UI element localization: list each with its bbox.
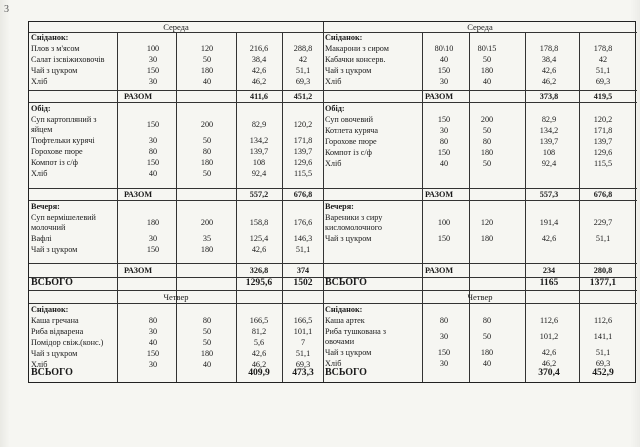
grand-total-value: 370,4 xyxy=(538,367,560,378)
dish-name: Чай з цукром xyxy=(325,234,372,243)
kcal-large: 51,1 xyxy=(295,245,311,254)
portion-large: 180 xyxy=(480,148,494,157)
portion-small: 30 xyxy=(148,77,158,86)
portion-large: 50 xyxy=(202,169,212,178)
portion-large: 50 xyxy=(482,55,492,64)
kcal-small: 42,6 xyxy=(541,348,557,357)
grand-total-label: ВСЬОГО xyxy=(325,367,367,378)
grand-total-label: ВСЬОГО xyxy=(325,277,367,288)
subtotal-value: 451,2 xyxy=(293,92,313,101)
dish-name: Вареники з сиру кисломолочного xyxy=(325,213,383,232)
portion-small: 40 xyxy=(439,55,449,64)
dish-name: Помідор свіж.(конс.) xyxy=(31,338,104,347)
portion-small: 40 xyxy=(148,338,158,347)
kcal-small: 139,7 xyxy=(249,147,269,156)
kcal-small: 108 xyxy=(542,148,556,157)
subtotal-value: 326,8 xyxy=(249,266,269,275)
portion-small: 180 xyxy=(146,218,160,227)
menu-row xyxy=(29,327,323,337)
portion-large: 50 xyxy=(202,136,212,145)
portion-large: 80 xyxy=(482,137,492,146)
kcal-large: 42 xyxy=(298,55,308,64)
kcal-small: 82,9 xyxy=(541,115,557,124)
dish-name: Кабачки консерв. xyxy=(325,55,386,64)
portion-small: 30 xyxy=(148,55,158,64)
subtotal-value: 676,8 xyxy=(593,190,613,199)
kcal-large: 176,6 xyxy=(293,218,313,227)
portion-small: 150 xyxy=(146,245,160,254)
portion-large: 80 xyxy=(482,316,492,325)
subtotal-value: 419,5 xyxy=(593,92,613,101)
breakfast-label: Сніданок: xyxy=(31,33,69,42)
subtotal-value: 557,2 xyxy=(249,190,269,199)
kcal-large: 166,5 xyxy=(293,316,313,325)
kcal-large: 178,8 xyxy=(593,44,613,53)
kcal-small: 139,7 xyxy=(539,137,559,146)
kcal-small: 46,2 xyxy=(251,360,267,369)
portion-small: 80 xyxy=(439,137,449,146)
portion-small: 100 xyxy=(437,218,451,227)
kcal-large: 139,7 xyxy=(293,147,313,156)
portion-small: 30 xyxy=(148,234,158,243)
portion-small: 150 xyxy=(146,158,160,167)
lunch-label: Обід: xyxy=(325,104,345,113)
portion-large: 180 xyxy=(480,234,494,243)
kcal-large: 288,8 xyxy=(293,44,313,53)
dish-name: Риба відварена xyxy=(31,327,84,336)
portion-large: 80 xyxy=(202,316,212,325)
subtotal-value: 676,8 xyxy=(293,190,313,199)
dinner-label: Вечеря: xyxy=(325,202,354,211)
portion-small: 30 xyxy=(439,77,449,86)
portion-large: 80\15 xyxy=(477,44,497,53)
kcal-large: 120,2 xyxy=(293,120,313,129)
kcal-large: 129,6 xyxy=(293,158,313,167)
kcal-large: 115,5 xyxy=(293,169,313,178)
portion-large: 35 xyxy=(202,234,212,243)
menu-row xyxy=(29,316,323,326)
kcal-large: 7 xyxy=(300,338,306,347)
portion-large: 180 xyxy=(200,349,214,358)
portion-small: 150 xyxy=(437,348,451,357)
menu-row xyxy=(323,327,637,347)
grand-total-value: 473,3 xyxy=(292,367,314,378)
portion-small: 30 xyxy=(148,136,158,145)
dish-name: Котлета куряча xyxy=(325,126,379,135)
dish-name: Компот із с/ф xyxy=(325,148,372,157)
grand-total-value: 1377,1 xyxy=(589,277,617,288)
kcal-large: 120,2 xyxy=(593,115,613,124)
kcal-small: 166,5 xyxy=(249,316,269,325)
subtotal-label: РАЗОМ xyxy=(124,190,153,199)
portion-small: 30 xyxy=(439,332,449,341)
grand-total-value: 1295,6 xyxy=(245,277,273,288)
kcal-small: 38,4 xyxy=(541,55,557,64)
portion-small: 80 xyxy=(439,316,449,325)
kcal-large: 42 xyxy=(598,55,608,64)
kcal-small: 191,4 xyxy=(539,218,559,227)
portion-large: 120 xyxy=(200,44,214,53)
dish-name: Чай з цукром xyxy=(31,245,78,254)
kcal-large: 51,1 xyxy=(595,66,611,75)
grand-total-value: 1165 xyxy=(539,277,559,288)
kcal-small: 92,4 xyxy=(541,159,557,168)
thursday-left-panel xyxy=(29,22,323,382)
portion-large: 40 xyxy=(482,77,492,86)
dish-name: Суп вермішелевий молочний xyxy=(31,213,96,232)
kcal-small: 42,6 xyxy=(251,66,267,75)
portion-large: 180 xyxy=(480,348,494,357)
dish-name: Тюфтельки курячі xyxy=(31,136,95,145)
portion-large: 200 xyxy=(200,120,214,129)
kcal-large: 69,3 xyxy=(295,77,311,86)
portion-large: 180 xyxy=(480,66,494,75)
dish-name: Чай з цукром xyxy=(325,66,372,75)
dish-name: Хліб xyxy=(325,159,342,168)
portion-small: 80\10 xyxy=(434,44,454,53)
portion-large: 50 xyxy=(482,332,492,341)
portion-large: 40 xyxy=(202,360,212,369)
day-title-thursday: Четвер xyxy=(467,292,493,302)
dish-name: Суп овочевий xyxy=(325,115,373,124)
dish-name: Компот із с/ф xyxy=(31,158,78,167)
dish-name: Вафлі xyxy=(31,234,52,243)
portion-small: 150 xyxy=(437,115,451,124)
portion-small: 150 xyxy=(437,148,451,157)
dish-name: Горохове пюре xyxy=(325,137,377,146)
thursday-right-panel xyxy=(323,22,637,382)
portion-large: 200 xyxy=(480,115,494,124)
portion-large: 180 xyxy=(200,66,214,75)
portion-large: 50 xyxy=(482,126,492,135)
portion-small: 150 xyxy=(146,120,160,129)
dish-name: Риба тушкована з овочами xyxy=(325,327,386,346)
kcal-small: 101,2 xyxy=(539,332,559,341)
dish-name: Плов з м'ясом xyxy=(31,44,80,53)
kcal-large: 69,3 xyxy=(595,77,611,86)
kcal-large: 139,7 xyxy=(593,137,613,146)
kcal-large: 141,1 xyxy=(593,332,613,341)
portion-large: 50 xyxy=(202,55,212,64)
kcal-small: 134,2 xyxy=(249,136,269,145)
portion-small: 80 xyxy=(148,316,158,325)
portion-small: 100 xyxy=(146,44,160,53)
kcal-large: 171,8 xyxy=(593,126,613,135)
portion-small: 30 xyxy=(439,126,449,135)
subtotal-value: 280,8 xyxy=(593,266,613,275)
dinner-label: Вечеря: xyxy=(31,202,60,211)
subtotal-value: 557,3 xyxy=(539,190,559,199)
kcal-small: 92,4 xyxy=(251,169,267,178)
dish-name: Хліб xyxy=(31,360,48,369)
kcal-large: 69,3 xyxy=(295,360,311,369)
portion-small: 150 xyxy=(437,66,451,75)
kcal-small: 42,6 xyxy=(251,349,267,358)
dish-name: Чай з цукром xyxy=(325,348,372,357)
kcal-small: 46,2 xyxy=(541,359,557,368)
dish-name: Суп картопляний з яйцем xyxy=(31,115,97,134)
kcal-large: 112,6 xyxy=(593,316,613,325)
menu-row xyxy=(29,349,323,359)
kcal-small: 134,2 xyxy=(539,126,559,135)
kcal-small: 216,6 xyxy=(249,44,269,53)
dish-name: Чай з цукром xyxy=(31,66,78,75)
portion-large: 180 xyxy=(200,245,214,254)
dish-name: Горохове пюре xyxy=(31,147,83,156)
portion-small: 30 xyxy=(148,360,158,369)
subtotal-label: РАЗОМ xyxy=(425,266,454,275)
kcal-small: 178,8 xyxy=(539,44,559,53)
portion-large: 50 xyxy=(482,159,492,168)
portion-small: 40 xyxy=(439,159,449,168)
portion-large: 120 xyxy=(480,218,494,227)
portion-small: 80 xyxy=(148,147,158,156)
kcal-small: 46,2 xyxy=(541,77,557,86)
subtotal-label: РАЗОМ xyxy=(425,190,454,199)
dish-name: Хліб xyxy=(31,77,48,86)
subtotal-label: РАЗОМ xyxy=(124,266,153,275)
portion-large: 40 xyxy=(202,77,212,86)
menu-row xyxy=(323,316,637,326)
portion-small: 30 xyxy=(439,359,449,368)
kcal-large: 51,1 xyxy=(295,349,311,358)
day-title-thursday: Четвер xyxy=(163,292,189,302)
grand-total-label: ВСЬОГО xyxy=(31,277,73,288)
kcal-small: 42,6 xyxy=(541,66,557,75)
kcal-large: 146,3 xyxy=(293,234,313,243)
grand-total-label: ВСЬОГО xyxy=(31,367,73,378)
kcal-small: 38,4 xyxy=(251,55,267,64)
dish-name: Хліб xyxy=(325,359,342,368)
breakfast-label: Сніданок: xyxy=(325,305,363,314)
portion-large: 80 xyxy=(202,147,212,156)
kcal-large: 115,5 xyxy=(593,159,613,168)
kcal-small: 125,4 xyxy=(249,234,269,243)
kcal-large: 229,7 xyxy=(593,218,613,227)
portion-small: 150 xyxy=(146,66,160,75)
grand-total-value: 452,9 xyxy=(592,367,614,378)
menu-row xyxy=(29,338,323,348)
subtotal-value: 373,8 xyxy=(539,92,559,101)
kcal-large: 51,1 xyxy=(595,348,611,357)
day-title-wednesday: Середа xyxy=(467,22,493,32)
kcal-small: 108 xyxy=(252,158,266,167)
kcal-large: 69,3 xyxy=(595,359,611,368)
subtotal-value: 374 xyxy=(296,266,310,275)
grand-total-value: 409,9 xyxy=(248,367,270,378)
dish-name: Макарони з сиром xyxy=(325,44,389,53)
subtotal-label: РАЗОМ xyxy=(124,92,153,101)
kcal-small: 42,6 xyxy=(541,234,557,243)
subtotal-value: 411,6 xyxy=(250,92,268,101)
dish-name: Каша артек xyxy=(325,316,365,325)
kcal-large: 129,6 xyxy=(593,148,613,157)
kcal-large: 51,1 xyxy=(295,66,311,75)
portion-large: 50 xyxy=(202,338,212,347)
breakfast-label: Сніданок: xyxy=(325,33,363,42)
grand-total-value: 1502 xyxy=(293,277,313,288)
margin-mark: 3 xyxy=(4,4,9,15)
breakfast-label: Сніданок: xyxy=(31,305,69,314)
kcal-small: 158,8 xyxy=(249,218,269,227)
kcal-small: 42,6 xyxy=(251,245,267,254)
dish-name: Чай з цукром xyxy=(31,349,78,358)
day-title-wednesday: Середа xyxy=(163,22,189,32)
subtotal-label: РАЗОМ xyxy=(425,92,454,101)
lunch-label: Обід: xyxy=(31,104,51,113)
portion-small: 150 xyxy=(437,234,451,243)
portion-small: 30 xyxy=(148,327,158,336)
kcal-large: 101,1 xyxy=(293,327,313,336)
portion-large: 40 xyxy=(482,359,492,368)
dish-name: Салат ізсвіжиховочів xyxy=(31,55,105,64)
dish-name: Каша гречана xyxy=(31,316,79,325)
menu-row xyxy=(323,348,637,358)
portion-large: 180 xyxy=(200,158,214,167)
kcal-large: 171,8 xyxy=(293,136,313,145)
dish-name: Хліб xyxy=(325,77,342,86)
kcal-small: 46,2 xyxy=(251,77,267,86)
kcal-small: 81,2 xyxy=(251,327,267,336)
portion-small: 40 xyxy=(148,169,158,178)
kcal-small: 82,9 xyxy=(251,120,267,129)
kcal-small: 112,6 xyxy=(539,316,559,325)
menu-table xyxy=(28,21,636,383)
kcal-large: 51,1 xyxy=(595,234,611,243)
dish-name: Хліб xyxy=(31,169,48,178)
subtotal-value: 234 xyxy=(542,266,556,275)
kcal-small: 5,6 xyxy=(253,338,265,347)
portion-small: 150 xyxy=(146,349,160,358)
portion-large: 200 xyxy=(200,218,214,227)
portion-large: 50 xyxy=(202,327,212,336)
